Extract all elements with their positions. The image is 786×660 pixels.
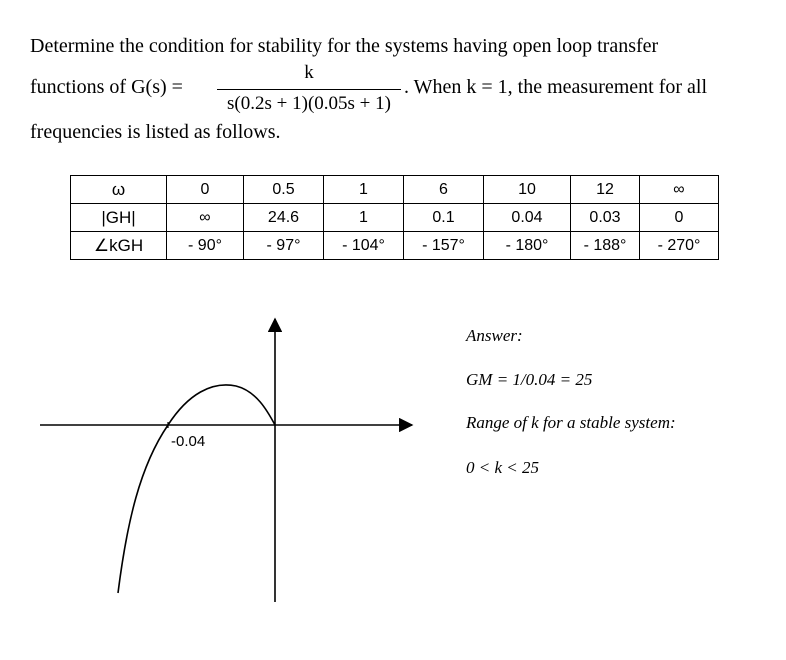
table-cell: - 104°: [324, 232, 404, 260]
table-cell: - 188°: [571, 232, 640, 260]
table-cell: - 180°: [484, 232, 571, 260]
transfer-function-denominator: s(0.2s + 1)(0.05s + 1): [227, 93, 391, 114]
crossing-label: -0.04: [171, 433, 206, 450]
row-header: ∠kGH: [71, 232, 167, 260]
nyquist-curve: [118, 385, 275, 593]
table-cell: 0.1: [404, 204, 484, 232]
transfer-function-numerator: k: [304, 62, 314, 83]
table-cell: - 97°: [244, 232, 324, 260]
table-cell: 1: [324, 204, 404, 232]
problem-text-line-3: frequencies is listed as follows.: [30, 121, 281, 143]
table-cell: ∞: [640, 176, 719, 204]
range-label: Range of k for a stable system:: [466, 413, 676, 432]
table-cell: 12: [571, 176, 640, 204]
table-cell: 0: [167, 176, 244, 204]
table-cell: 10: [484, 176, 571, 204]
table-cell: - 157°: [404, 232, 484, 260]
answer-title: Answer:: [466, 326, 523, 345]
table-cell: 24.6: [244, 204, 324, 232]
problem-text-line-2-prefix: functions of G(s) =: [30, 76, 183, 98]
table-cell: 6: [404, 176, 484, 204]
row-header: ω: [71, 176, 167, 204]
table-cell: ∞: [167, 204, 244, 232]
problem-text-line-1: Determine the condition for stability for the systems having open loop transfer: [30, 35, 659, 57]
range-value: 0 < k < 25: [466, 458, 539, 477]
problem-text-line-2-suffix: . When k = 1, the measurement for all: [404, 76, 708, 98]
row-header: |GH|: [71, 204, 167, 232]
table-cell: 0: [640, 204, 719, 232]
gain-margin-text: GM = 1/0.04 = 25: [466, 370, 593, 389]
table-cell: 0.03: [571, 204, 640, 232]
table-cell: 0.5: [244, 176, 324, 204]
table-cell: 1: [324, 176, 404, 204]
table-cell: 0.04: [484, 204, 571, 232]
table-cell: - 90°: [167, 232, 244, 260]
table-cell: - 270°: [640, 232, 719, 260]
